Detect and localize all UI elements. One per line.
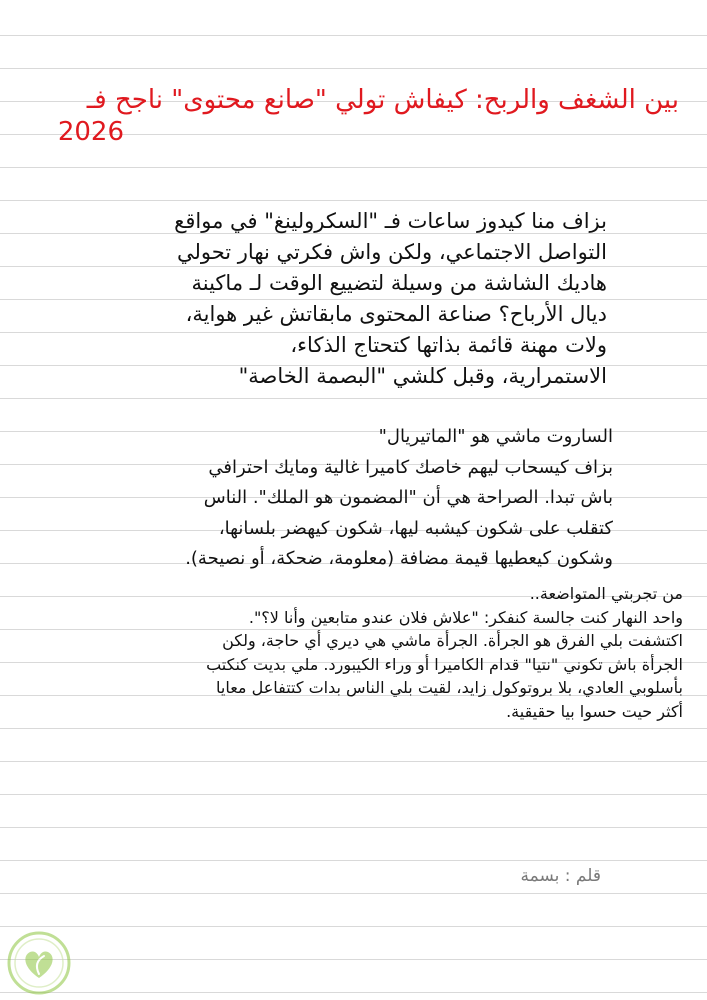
title-line-2: 2026 [57,117,124,147]
paragraph-line: بأسلوبي العادي، بلا بروتوكول زايد، لقيت بلي الناس بدات كتتفاعل معايا [216,678,683,697]
article-title [29,84,679,148]
paragraph-line: وشكون كيعطيها قيمة مضافة (معلومة، ضحكة، أو نصيحة). [185,548,613,569]
paragraph-line: ديال الأرباح؟ صناعة المحتوى مابقاتش غير هواية، [185,302,607,326]
paragraph-line: أكثر حيت حسوا بيا حقيقية. [506,701,683,721]
paragraph-line: الاستمرارية، وقبل كلشي "البصمة الخاصة" [238,364,607,388]
paragraph-line: باش تبدا. الصراحة هي أن "المضمون هو الملك". الناس [203,487,613,508]
green-heart-leaf-logo-icon [4,928,74,998]
paragraph-line: اكتشفت بلي الفرق هو الجرأة. الجرأة ماشي هي ديري أي حاجة، ولكن [222,631,683,650]
title-line-1: بين الشغف والربح: كيفاش تولي "صانع محتوى" ناجح فـ [86,85,679,115]
paragraph-line: واحد النهار كنت جالسة كنفكر: "علاش فلان عندو متابعين وأنا لا؟". [248,607,683,627]
paragraph-line: كتقلب على شكون كيشبه ليها، شكون كيهضر بلسانها، [218,517,613,539]
author-signature: قلم : بسمة [520,866,601,886]
paragraph-line: بزاف منا كيدوز ساعات فـ "السكرولينغ" في مواقع [174,209,607,233]
paragraph-intro [174,206,607,392]
paragraph-line: هاديك الشاشة من وسيلة لتضييع الوقت لـ ماكينة [191,271,607,295]
paragraph-key [185,422,613,575]
paragraph-line: بزاف كيسحاب ليهم خاصك كاميرا غالية ومايك احترافي [208,456,613,478]
paragraph-line: التواصل الاجتماعي، ولكن واش فكرتي نهار تحولي [176,240,607,264]
paragraph-experience [206,582,683,723]
paragraph-line: الجرأة باش تكوني "نتيا" قدام الكاميرا أو وراء الكيبورد. ملي بديت كنكتب [206,654,683,674]
paragraph-line: الساروت ماشي هو "الماتيريال" [378,426,613,447]
paragraph-line: ولات مهنة قائمة بذاتها كتحتاج الذكاء، [290,333,607,357]
paragraph-line: من تجربتي المتواضعة.. [529,584,683,603]
